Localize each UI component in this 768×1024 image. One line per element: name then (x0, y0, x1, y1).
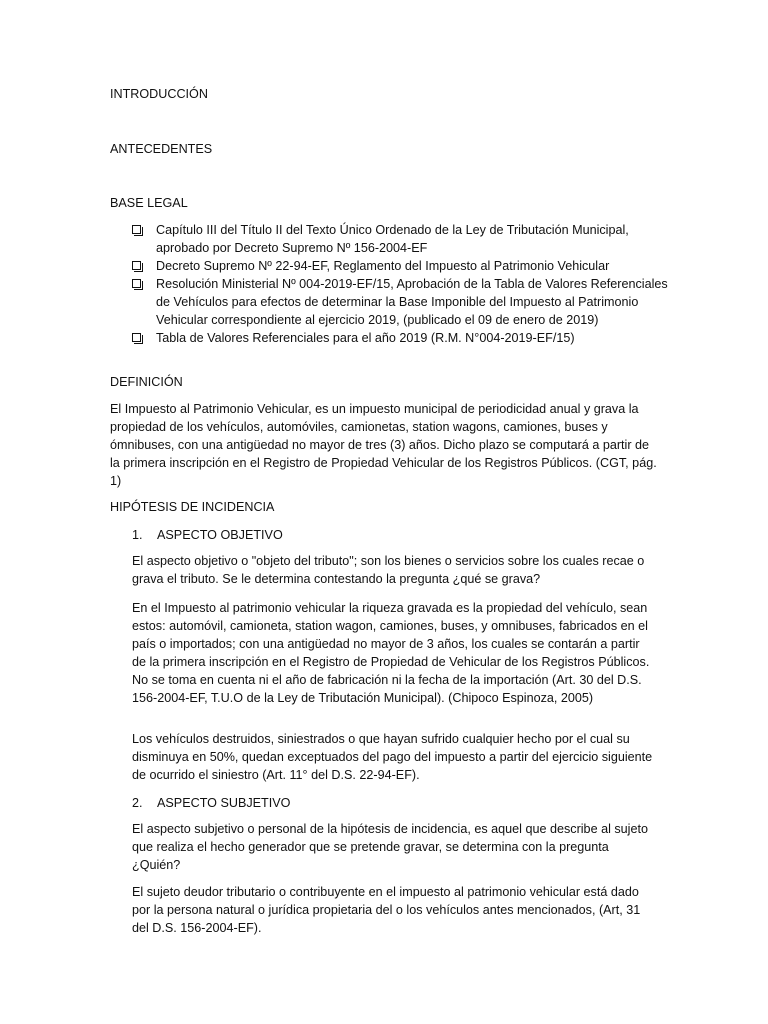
heading-introduccion: INTRODUCCIÓN (110, 87, 208, 101)
section-heading-aspecto-subjetivo: 2. ASPECTO SUBJETIVO (132, 796, 291, 810)
paragraph: El sujeto deudor tributario o contribuyente en el impuesto al patrimonio vehicular está dado por la persona natural o jurídica propietaria del o los vehículos antes mencionados, (Art, 31 del D.S. 156-2004-EF). (132, 885, 641, 935)
base-legal-list (132, 221, 672, 347)
definicion-paragraph: El Impuesto al Patrimonio Vehicular, es un impuesto municipal de periodicidad anual y grava la propiedad de los vehículos, automóviles, camionetas, station wagons, camiones, buses y ómnibuses, con una antigüedad no mayor de tres (3) años. Dicho plazo se computará a partir de la primera inscripción en el Registro de Propiedad Vehicular de los Registros Públicos. (CGT, pág. 1) (110, 402, 657, 488)
checkbox-bullet-icon (132, 333, 141, 342)
heading-base-legal: BASE LEGAL (110, 196, 188, 210)
list-item: Resolución Ministerial Nº 004-2019-EF/15, Aprobación de la Tabla de Valores Referenciales de Vehículos para efectos de determinar la Base Imponible del Impuesto al Patrimonio Vehicular correspondiente al ejercicio 2019, (publicado el 09 de enero de 2019) (132, 275, 672, 329)
list-item: Capítulo III del Título II del Texto Único Ordenado de la Ley de Tributación Municipal, aprobado por Decreto Supremo Nº 156-2004-EF (132, 221, 672, 257)
paragraph: En el Impuesto al patrimonio vehicular la riqueza gravada es la propiedad del vehículo, sean estos: automóvil, camioneta, station wagon, camiones, buses, y omnibuses, fabricados en el país o importados; con una antigüedad no mayor de 3 años, los cuales se contarán a partir de la primera inscripción en el Registro de Propiedad de Vehicular de los Registros Públicos. No se toma en cuenta ni el año de fabricación ni la fecha de la importación (Art. 30 del D.S. 156-2004-EF, T.U.O de la Ley de Tributación Municipal). (Chipoco Espinoza, 2005) (132, 601, 650, 705)
list-item: Tabla de Valores Referenciales para el año 2019 (R.M. N°004-2019-EF/15) (132, 329, 672, 347)
paragraph: El aspecto objetivo o "objeto del tributo"; son los bienes o servicios sobre los cuales recae o grava el tributo. Se le determina contestando la pregunta ¿qué se grava? (132, 554, 645, 586)
paragraph: El aspecto subjetivo o personal de la hipótesis de incidencia, es aquel que describe al sujeto que realiza el hecho generador que se pretende gravar, se determina con la pregunta ¿Quién? (132, 822, 648, 872)
heading-antecedentes: ANTECEDENTES (110, 142, 213, 156)
checkbox-bullet-icon (132, 225, 141, 234)
section-heading-aspecto-objetivo: 1. ASPECTO OBJETIVO (132, 528, 283, 542)
checkbox-bullet-icon (132, 261, 141, 270)
checkbox-bullet-icon (132, 279, 141, 288)
heading-hipotesis: HIPÓTESIS DE INCIDENCIA (110, 500, 275, 514)
heading-definicion: DEFINICIÓN (110, 375, 183, 389)
paragraph: Los vehículos destruidos, siniestrados o que hayan sufrido cualquier hecho por el cual su disminuya en 50%, quedan exceptuados del pago del impuesto a partir del ejercicio siguiente de ocurrido el siniestro (Art. 11° del D.S. 22-94-EF). (132, 732, 653, 782)
list-item: Decreto Supremo Nº 22-94-EF, Reglamento del Impuesto al Patrimonio Vehicular (132, 257, 672, 275)
